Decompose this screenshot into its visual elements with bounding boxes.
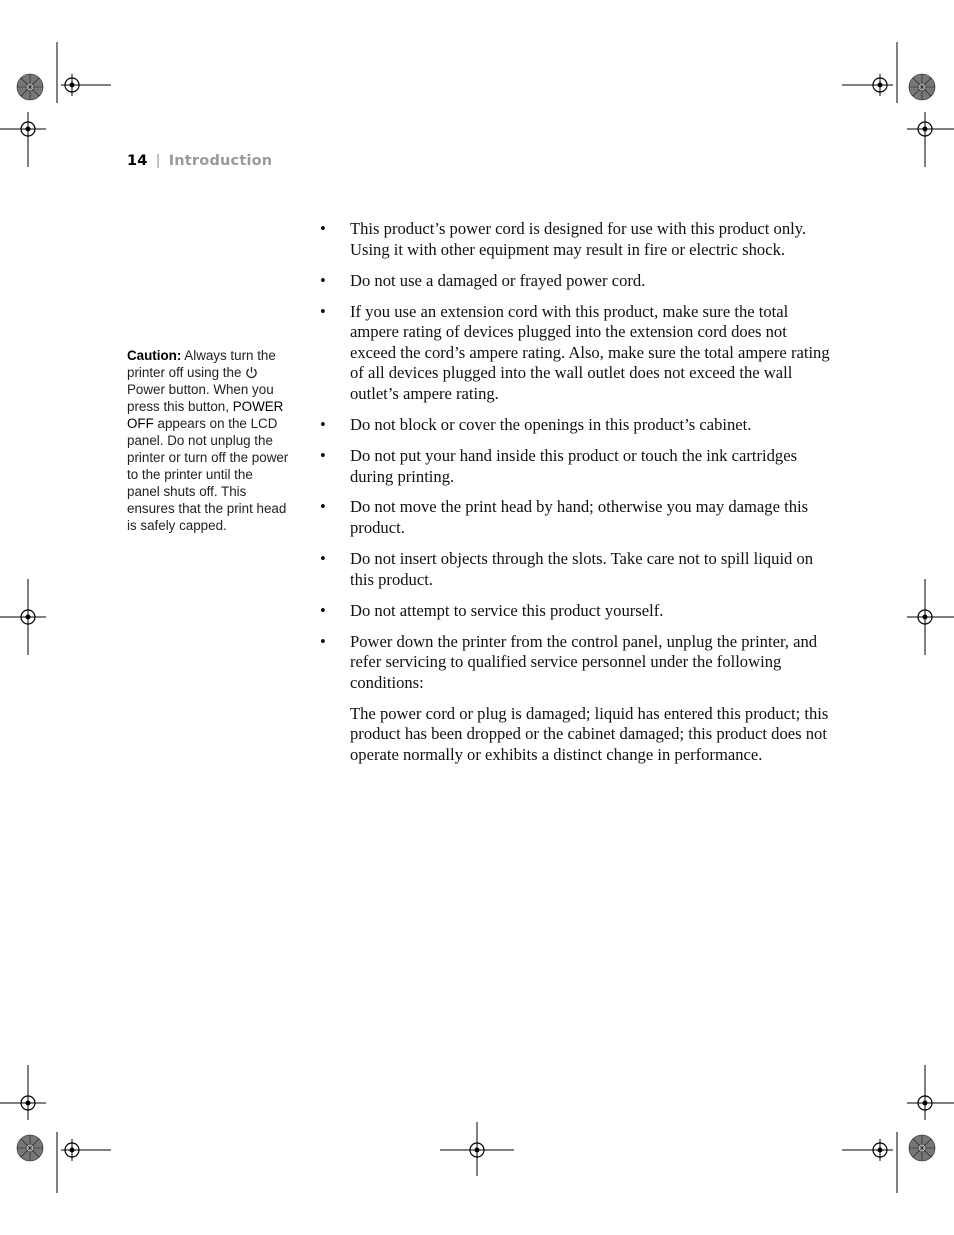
list-item <box>320 302 830 405</box>
list-item <box>320 271 830 292</box>
bullet: • <box>320 497 326 517</box>
list-item-text: Power down the printer from the control panel, unplug the printer, and refer servicing to qualified service personnel under the following conditions: <box>350 631 818 692</box>
power-icon <box>245 366 258 379</box>
list-item-text: Do not block or cover the openings in this product’s cabinet. <box>350 414 752 434</box>
bullet: • <box>320 219 326 238</box>
safety-list <box>320 219 830 693</box>
caution-text-3: appears on the LCD panel. Do not unplug the printer or turn off the power to the printer until the panel shuts off. This ensures that the print head is safely capped. <box>127 416 289 533</box>
list-item <box>320 632 830 694</box>
list-item <box>320 219 830 260</box>
list-item <box>320 415 830 436</box>
caution-label: Caution: <box>127 348 182 363</box>
caution-text-1: Always turn the printer off using the <box>127 348 276 380</box>
list-item-text: Do not use a damaged or frayed power cord. <box>350 270 646 290</box>
list-item-text: Do not insert objects through the slots. Take care not to spill liquid on this product. <box>350 549 814 589</box>
bullet: • <box>320 301 326 321</box>
caution-note <box>127 347 289 534</box>
bullet: • <box>320 549 326 569</box>
conditions-paragraph: The power cord or plug is damaged; liquid has entered this product; this product has been dropped or the cabinet damaged; this product does not operate normally or exhibits a distinct change in performance. <box>350 703 829 764</box>
bullet: • <box>320 270 326 290</box>
lcd-message: POWER OFF <box>127 399 284 431</box>
section-title: Introduction <box>168 153 273 169</box>
bullet: • <box>320 445 326 465</box>
list-item-text: Do not move the print head by hand; otherwise you may damage this product. <box>350 497 809 538</box>
bullet: • <box>320 600 326 620</box>
page-number: 14 <box>127 153 148 169</box>
main-content <box>320 219 830 782</box>
caution-text-2: Power button. When you press this button, <box>127 382 274 414</box>
list-item-text: If you use an extension cord with this product, make sure the total ampere rating of devices plugged into the extension cord does not exceed the cord’s ampere rating. Also, make sure the total ampere rating of all devices plugged into the wall outlet does not exceed the wall outlet’s ampere rating. <box>350 301 830 403</box>
list-item <box>320 497 830 538</box>
bullet: • <box>320 631 326 651</box>
list-item-text: Do not attempt to service this product yourself. <box>350 600 664 620</box>
header-separator: | <box>155 153 161 169</box>
running-header <box>127 153 272 169</box>
bullet: • <box>320 414 326 434</box>
list-item-text: This product’s power cord is designed for use with this product only. Using it with other equipment may result in fire or electric shock. <box>350 219 807 259</box>
list-item <box>320 446 830 487</box>
list-item <box>320 601 830 622</box>
list-item <box>320 549 830 590</box>
list-item-text: Do not put your hand inside this product or touch the ink cartridges during printing. <box>350 445 798 486</box>
